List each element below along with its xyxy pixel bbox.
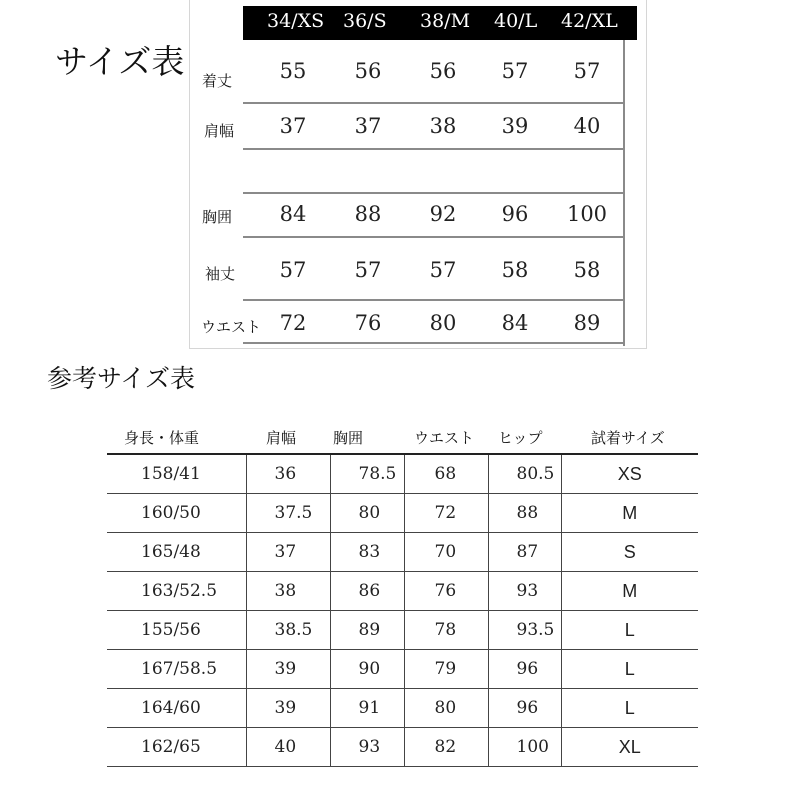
table-row: [107, 728, 698, 767]
table-header-row: [107, 427, 698, 454]
column-header: 身長・体重: [107, 427, 246, 454]
table-cell: 80: [429, 311, 457, 335]
table-cell: XL: [561, 728, 698, 767]
table-cell: 91: [330, 689, 404, 728]
column-header: 胸囲: [330, 427, 404, 454]
table-cell: 96: [488, 650, 561, 689]
table-cell: 56: [354, 59, 382, 83]
table-row: [107, 611, 698, 650]
column-header: 40/L: [494, 10, 538, 32]
table-cell: L: [561, 650, 698, 689]
table-cell: 57: [279, 258, 307, 282]
table-cell: 39: [246, 650, 330, 689]
table-cell: 88: [488, 494, 561, 533]
table-cell: 96: [501, 202, 529, 226]
table-cell: 56: [429, 59, 457, 83]
table-cell: 38.5: [246, 611, 330, 650]
table-cell: 80.5: [488, 454, 561, 494]
table-cell: 57: [573, 59, 601, 83]
table-cell: 55: [279, 59, 307, 83]
size-chart-title: サイズ表: [55, 42, 185, 81]
table-cell: 72: [279, 311, 307, 335]
table-cell: L: [561, 689, 698, 728]
table-cell: 82: [404, 728, 488, 767]
table-cell: 78.5: [330, 454, 404, 494]
table-cell: 87: [488, 533, 561, 572]
table-cell: 80: [330, 494, 404, 533]
table-cell: L: [561, 611, 698, 650]
column-header: ウエスト: [404, 427, 488, 454]
table-cell: 89: [330, 611, 404, 650]
row-label: 袖丈: [205, 265, 236, 283]
table-cell: 58: [573, 258, 601, 282]
table-cell: 39: [501, 114, 529, 138]
table-cell: 72: [404, 494, 488, 533]
table-cell: 80: [404, 689, 488, 728]
column-header: 肩幅: [246, 427, 330, 454]
table-cell: S: [561, 533, 698, 572]
table-cell: 88: [354, 202, 382, 226]
size-chart-header: [243, 6, 637, 40]
table-cell: 79: [404, 650, 488, 689]
row-label: 胸囲: [202, 208, 233, 226]
row-divider: [243, 236, 624, 238]
table-cell: 37: [354, 114, 382, 138]
table-cell: 39: [246, 689, 330, 728]
row-label: 肩幅: [204, 122, 235, 140]
table-cell: 86: [330, 572, 404, 611]
table-cell: 164/60: [107, 689, 246, 728]
table-row: [107, 533, 698, 572]
column-header: 36/S: [343, 10, 387, 32]
table-cell: 40: [246, 728, 330, 767]
table-cell: 162/65: [107, 728, 246, 767]
row-divider: [243, 342, 624, 344]
row-divider: [243, 148, 624, 150]
table-cell: 165/48: [107, 533, 246, 572]
table-cell: M: [561, 572, 698, 611]
table-cell: 38: [246, 572, 330, 611]
row-divider: [243, 299, 624, 301]
table-cell: 100: [488, 728, 561, 767]
table-cell: 89: [573, 311, 601, 335]
column-header: 試着サイズ: [561, 427, 698, 454]
table-cell: 158/41: [107, 454, 246, 494]
table-cell: 93.5: [488, 611, 561, 650]
table-cell: 57: [429, 258, 457, 282]
table-cell: 68: [404, 454, 488, 494]
table-cell: 163/52.5: [107, 572, 246, 611]
table-cell: XS: [561, 454, 698, 494]
row-label: ウエスト: [201, 318, 262, 336]
column-header: 42/XL: [561, 10, 618, 32]
reference-chart-title: 参考サイズ表: [47, 364, 196, 393]
table-cell: 93: [330, 728, 404, 767]
table-cell: 37.5: [246, 494, 330, 533]
table-cell: 70: [404, 533, 488, 572]
table-cell: 96: [488, 689, 561, 728]
table-cell: 57: [501, 59, 529, 83]
table-row: [107, 572, 698, 611]
table-row: [107, 650, 698, 689]
size-chart-panel: [189, 0, 647, 349]
table-row: [107, 454, 698, 494]
column-header: 38/M: [420, 10, 471, 32]
column-header: 34/XS: [267, 10, 325, 32]
row-label: 着丈: [202, 72, 233, 90]
table-cell: 76: [354, 311, 382, 335]
table-row: [107, 689, 698, 728]
table-cell: 90: [330, 650, 404, 689]
table-cell: 76: [404, 572, 488, 611]
table-cell: 92: [429, 202, 457, 226]
table-row: [107, 494, 698, 533]
table-cell: 40: [573, 114, 601, 138]
table-cell: 155/56: [107, 611, 246, 650]
row-divider: [243, 102, 624, 104]
table-cell: 36: [246, 454, 330, 494]
table-cell: M: [561, 494, 698, 533]
table-cell: 37: [246, 533, 330, 572]
table-cell: 84: [501, 311, 529, 335]
table-cell: 58: [501, 258, 529, 282]
row-divider: [243, 192, 624, 194]
reference-size-table: [107, 427, 698, 767]
table-cell: 38: [429, 114, 457, 138]
table-cell: 93: [488, 572, 561, 611]
table-cell: 37: [279, 114, 307, 138]
table-cell: 78: [404, 611, 488, 650]
table-cell: 83: [330, 533, 404, 572]
column-header: ヒップ: [488, 427, 561, 454]
table-cell: 84: [279, 202, 307, 226]
table-cell: 167/58.5: [107, 650, 246, 689]
table-cell: 57: [354, 258, 382, 282]
table-cell: 100: [566, 202, 608, 226]
table-cell: 160/50: [107, 494, 246, 533]
